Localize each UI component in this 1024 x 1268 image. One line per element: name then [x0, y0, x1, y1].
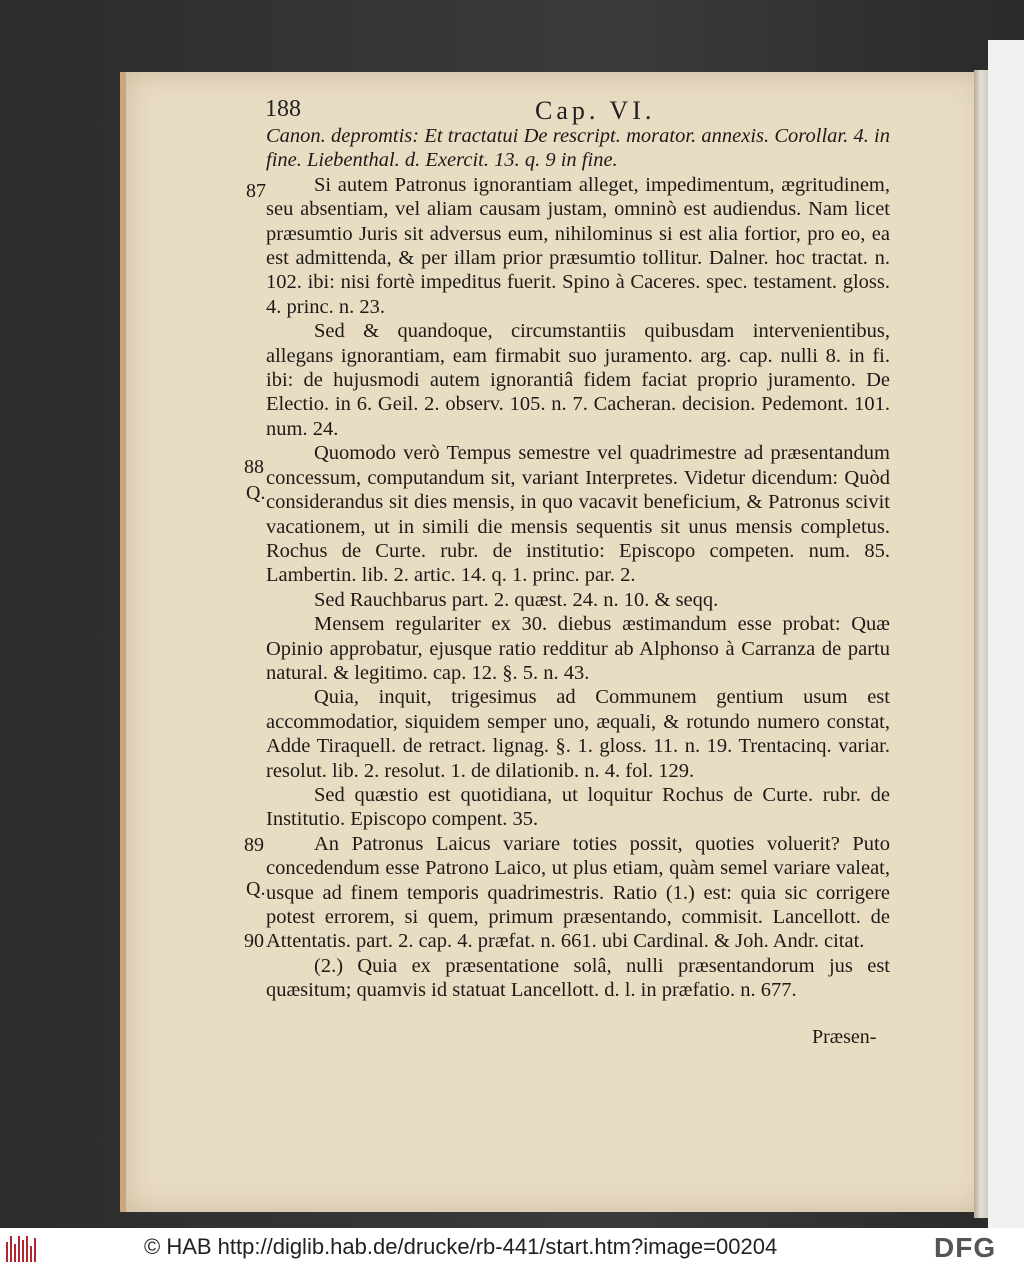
text-paragraph: An Patronus Laicus variare toties possit, quoties voluerit? Puto concedendum esse Patrono Laico, ut plus etiam, quàm semel variare valeat, usque ad finem temporis quadrimestris. Ratio (1.) est: quia sic corrigere potest errorem, si quem, primum præsentando, commisit. Lancellott. de Attentatis. part. 2. cap. 4. præfat. n. 661. ubi Cardinal. & Joh. Andr. citat. — [266, 832, 890, 953]
text-paragraph: Quomodo verò Tempus semestre vel quadrimestre ad præsentandum concessum, computandum sit, variant Interpretes. Videtur dicendum: Quòd considerandus sit dies mensis, in quo vacavit beneficium, & Patronus scivit vacationem, ut in simili die mensis sequentis sit unus mensis completus. Rochus de Curte. rubr. de institutio: Episcopo competen. num. 85. Lambertin. lib. 2. artic. 14. q. 1. princ. par. 2. — [266, 442, 890, 587]
body-text — [266, 124, 890, 1003]
margin-note: 88 — [244, 456, 264, 478]
catchword: Præsen- — [812, 1026, 877, 1048]
margin-note: Q. — [246, 482, 266, 504]
viewer-footer — [0, 1228, 1024, 1268]
margin-note: 89 — [244, 834, 264, 856]
scan-margin-right — [988, 40, 1024, 1228]
page-header — [265, 96, 885, 126]
copyright-link[interactable]: © HAB http://diglib.hab.de/drucke/rb-441/start.htm?image=00204 — [144, 1234, 778, 1259]
text-paragraph: Sed Rauchbarus part. 2. quæst. 24. n. 10. & seqq. — [314, 588, 719, 611]
text-paragraph: Quia, inquit, trigesimus ad Communem gentium usum est accommodatior, siquidem semper uno, æquali, & rotundo numero constat, Adde Tiraquell. de retract. lignag. §. 1. gloss. 11. n. 19. Trentacinq. variar. resolut. lib. 2. resolut. 1. de dilationib. n. 4. fol. 129. — [266, 686, 890, 782]
page-number: 188 — [265, 96, 301, 122]
text-paragraph: (2.) Quia ex præsentatione solâ, nulli præsentandorum jus est quæsitum; quamvis id statuat Lancellott. d. l. in præfatio. n. 677. — [266, 954, 890, 1002]
margin-note: Q. — [246, 878, 266, 900]
text-paragraph: Mensem regulariter ex 30. diebus æstimandum esse probat: Quæ Opinio approbatur, ejusque ratio redditur ab Alphonso à Carranza de partu natural. & legitimo. cap. 12. §. 5. n. 43. — [266, 613, 890, 684]
margin-note: 87 — [246, 180, 266, 202]
margin-note: 90 — [244, 930, 264, 952]
text-paragraph: Canon. depromtis: Et tractatui De rescript. morator. annexis. Corollar. 4. in fine. Liebenthal. d. Exercit. 13. q. 9 in fine. — [266, 125, 890, 172]
text-paragraph: Si autem Patronus ignorantiam alleget, impedimentum, ægritudinem, seu absentiam, vel aliam causam justam, omninò est audiendus. Nam licet præsumtio Juris sit adversus eum, nihilominus si est alia fortior, pro eo, ea est admittenda, & per illam prior præsumtio tollitur. Dalner. hoc tractat. n. 102. ibi: nisi fortè impeditus fuerit. Spino à Caceres. spec. testament. gloss. 4. princ. n. 23. — [266, 173, 890, 318]
page-edge — [974, 70, 988, 1218]
text-paragraph: Sed & quandoque, circumstantiis quibusdam intervenientibus, allegans ignorantiam, eam firmabit suo juramento. arg. cap. nulli 8. in fi. ibi: de hujusmodi autem ignorantiâ fidem faciat proprio juramento. De Electio. in 6. Geil. 2. observ. 105. n. 7. Cacheran. decision. Pedemont. 101. num. 24. — [266, 320, 890, 440]
dfg-logo-icon: DFG — [934, 1232, 997, 1263]
hab-logo-icon — [6, 1234, 36, 1262]
text-paragraph: Sed quæstio est quotidiana, ut loquitur Rochus de Curte. rubr. de Institutio. Episcopo compent. 35. — [266, 783, 890, 831]
running-head: Cap. VI. — [535, 96, 656, 125]
